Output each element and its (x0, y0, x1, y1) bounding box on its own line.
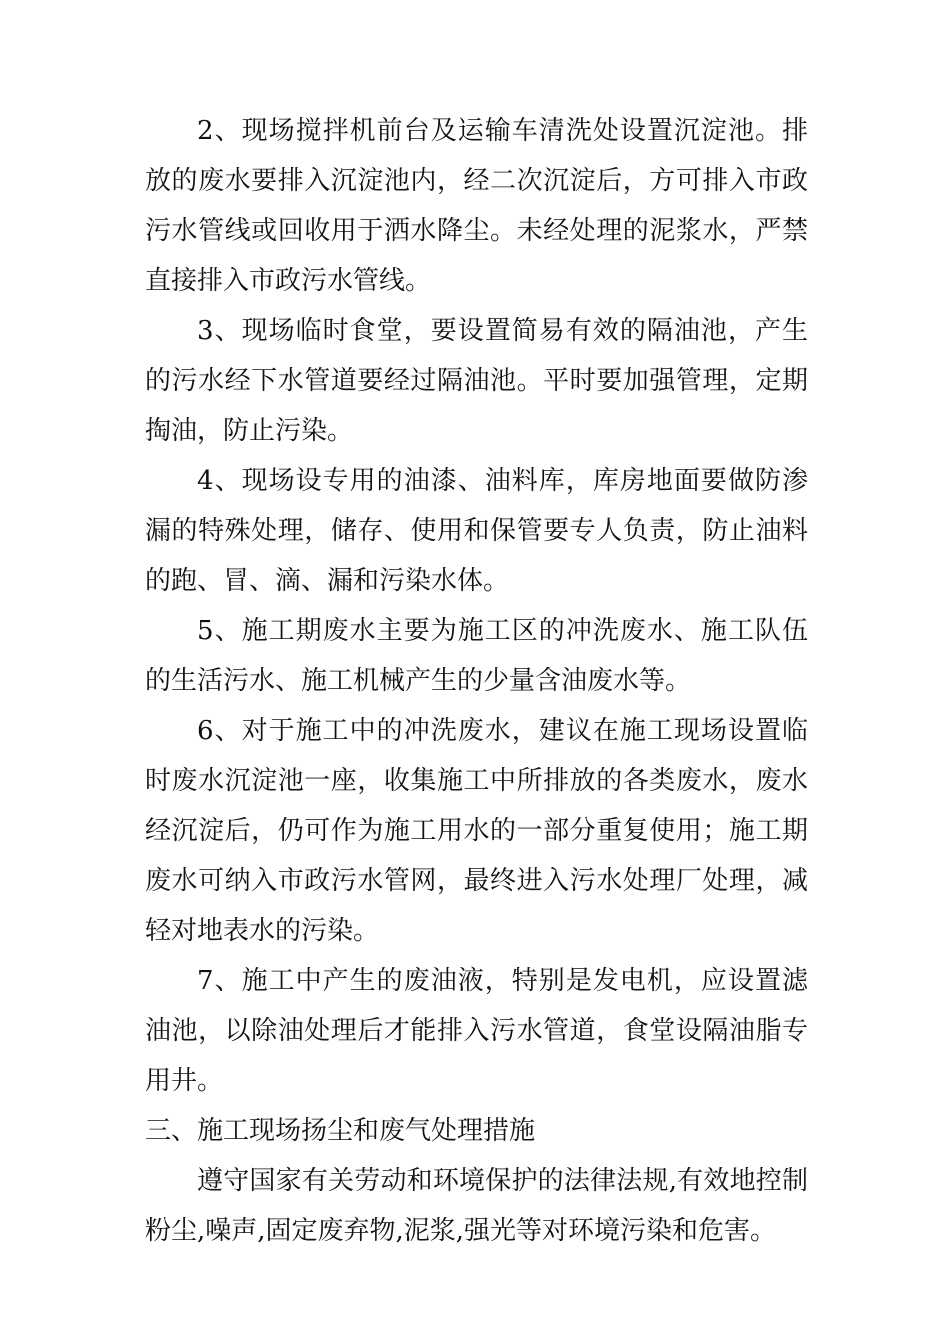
section-paragraph: 遵守国家有关劳动和环境保护的法律法规,有效地控制粉尘,噪声,固定废弃物,泥浆,强光等对环境污染和危害。 (145, 1166, 808, 1246)
paragraph-5: 5、施工期废水主要为施工区的冲洗废水、施工队伍的生活污水、施工机械产生的少量含油废水等。 (145, 616, 808, 696)
paragraph-2: 2、现场搅拌机前台及运输车清洗处设置沉淀池。排放的废水要排入沉淀池内，经二次沉淀后，方可排入市政污水管线或回收用于洒水降尘。未经处理的泥浆水，严禁直接排入市政污水管线。 (145, 116, 808, 296)
document-body (145, 106, 808, 1256)
paragraph-6: 6、对于施工中的冲洗废水，建议在施工现场设置临时废水沉淀池一座，收集施工中所排放的各类废水，废水经沉淀后，仍可作为施工用水的一部分重复使用；施工期废水可纳入市政污水管网，最终进入污水处理厂处理，减轻对地表水的污染。 (145, 716, 808, 946)
paragraph-7: 7、施工中产生的废油液，特别是发电机，应设置滤油池，以除油处理后才能排入污水管道，食堂设隔油脂专用井。 (145, 966, 808, 1096)
paragraph-4: 4、现场设专用的油漆、油料库，库房地面要做防渗漏的特殊处理，储存、使用和保管要专人负责，防止油料的跑、冒、滴、漏和污染水体。 (145, 466, 808, 596)
section-heading: 三、施工现场扬尘和废气处理措施 (145, 1116, 536, 1146)
paragraph-3: 3、现场临时食堂，要设置简易有效的隔油池，产生的污水经下水管道要经过隔油池。平时要加强管理，定期掏油，防止污染。 (145, 316, 808, 446)
